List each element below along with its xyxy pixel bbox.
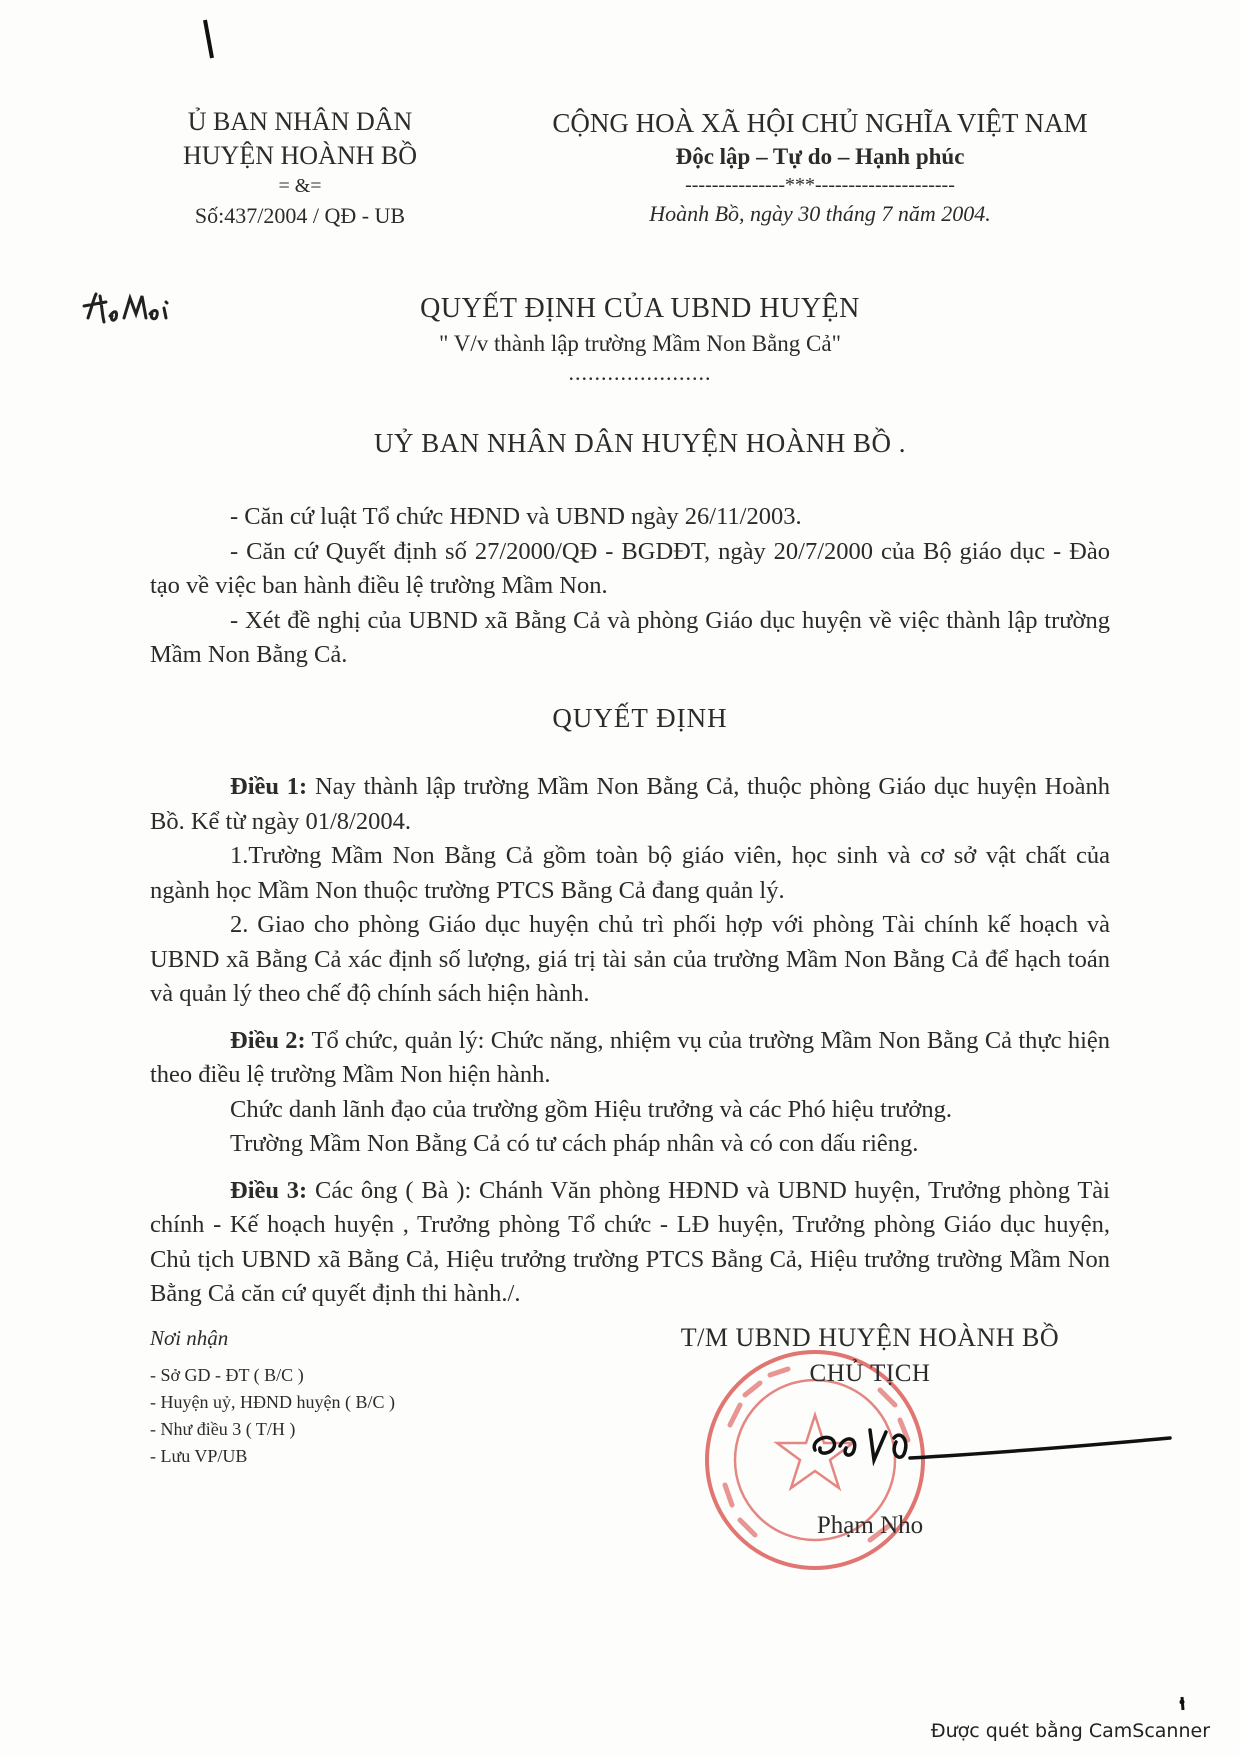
issuer-agency: Ủ BAN NHÂN DÂN xyxy=(187,107,413,136)
article-3-text: Các ông ( Bà ): Chánh Văn phòng HĐND và UBND huyện, Trưởng phòng Tài chính - Kế hoạch huyện , Trưởng phòng Tổ chức - LĐ huyện, Trưởng phòng Giáo dục huyện, Chủ tịch UBND xã Bằng Cả, Hiệu trưởng trường PTCS Bằng Cả, Hiệu trưởng trường Mầm Non Bằng Cả căn cứ quyết định thi hành./. xyxy=(150,1176,1110,1307)
basis-1: - Căn cứ luật Tổ chức HĐND và UBND ngày 26/11/2003. xyxy=(230,503,802,530)
national-motto: Độc lập – Tự do – Hạnh phúc xyxy=(675,144,965,169)
motto-separator: ---------------***--------------------- xyxy=(685,174,955,196)
recipients-label: Nơi nhận xyxy=(150,1326,229,1350)
place-date: Hoành Bồ, ngày 30 tháng 7 năm 2004. xyxy=(649,201,991,226)
issuer-district: HUYỆN HOÀNH BỒ xyxy=(183,141,417,170)
article-3-label: Điều 3: xyxy=(230,1176,308,1204)
scan-footer: Được quét bằng CamScanner xyxy=(930,1720,1210,1742)
article-1-point-2: 2. Giao cho phòng Giáo dục huyện chủ trì phối hợp với phòng Tài chính kế hoạch và UBND xã Bằng Cả xác định số lượng, giá trị tài sản của trường Mầm Non Bằng Cả để hạch toán và quản lý theo chế độ chính sách hiện hành. xyxy=(150,911,1110,1007)
title-line-1: QUYẾT ĐỊNH CỦA UBND HUYỆN xyxy=(420,293,860,324)
basis-3: - Xét đề nghị của UBND xã Bằng Cả và phòng Giáo dục huyện về việc thành lập trường Mầm Non Bằng Cả. xyxy=(150,606,1110,668)
recipient-item: - Sở GD - ĐT ( B/C ) xyxy=(150,1365,304,1385)
article-2-label: Điều 2: xyxy=(230,1026,306,1054)
articles xyxy=(150,770,1110,1312)
title-subject: " V/v thành lập trường Mầm Non Bằng Cả" xyxy=(439,331,841,356)
issuer-separator: = &= xyxy=(278,175,322,197)
article-1-text: Nay thành lập trường Mầm Non Bằng Cả, thuộc phòng Giáo dục huyện Hoành Bồ. Kể từ ngày 01/8/2004. xyxy=(150,773,1110,835)
recipients-block xyxy=(150,1325,480,1470)
recipient-item: - Như điều 3 ( T/H ) xyxy=(150,1419,296,1439)
signer-name: Phạm Nho xyxy=(816,1512,924,1539)
signature-on-behalf: T/M UBND HUYỆN HOÀNH BỒ xyxy=(680,1323,1060,1352)
signature-position: CHỦ TỊCH xyxy=(809,1360,931,1387)
basis-2: - Căn cứ Quyết định số 27/2000/QĐ - BGDĐT, ngày 20/7/2000 của Bộ giáo dục - Đào tạo về việc ban hành điều lệ trường Mầm Non. xyxy=(150,537,1110,599)
article-2-point-1: Chức danh lãnh đạo của trường gồm Hiệu trưởng và các Phó hiệu trưởng. xyxy=(230,1095,953,1123)
authority-heading: UỶ BAN NHÂN DÂN HUYỆN HOÀNH BỒ . xyxy=(374,428,906,458)
article-1-label: Điều 1: xyxy=(230,773,308,800)
article-2-point-2: Trường Mầm Non Bằng Cả có tư cách pháp nhân và có con dấu riêng. xyxy=(230,1130,919,1157)
article-2-text: Tổ chức, quản lý: Chức năng, nhiệm vụ của trường Mầm Non Bằng Cả thực hiện theo điều lệ trường Mầm Non hiện hành. xyxy=(150,1026,1110,1088)
handwritten-signature xyxy=(800,1410,1180,1500)
recipient-item: - Huyện uỷ, HĐND huyện ( B/C ) xyxy=(150,1392,395,1412)
issuer-block xyxy=(120,105,480,233)
decision-heading: QUYẾT ĐỊNH xyxy=(552,703,728,733)
decision-title xyxy=(250,290,1030,386)
nation-name: CỘNG HOÀ XÃ HỘI CHỦ NGHĨA VIỆT NAM xyxy=(552,108,1088,138)
document-number: Số:437/2004 / QĐ - UB xyxy=(194,203,406,228)
handwritten-note xyxy=(80,288,190,328)
article-2 xyxy=(150,1024,1110,1093)
article-1-point-1: 1.Trường Mầm Non Bằng Cả gồm toàn bộ giáo viên, học sinh và cơ sở vật chất của ngành học Mầm Non thuộc trường PTCS Bằng Cả đang quản lý. xyxy=(150,842,1110,904)
legal-bases xyxy=(150,500,1110,673)
title-dots: ...................... xyxy=(568,360,712,385)
national-header xyxy=(530,105,1110,231)
article-1 xyxy=(150,770,1110,839)
recipient-item: - Lưu VP/UB xyxy=(150,1446,248,1466)
article-3 xyxy=(150,1174,1110,1312)
